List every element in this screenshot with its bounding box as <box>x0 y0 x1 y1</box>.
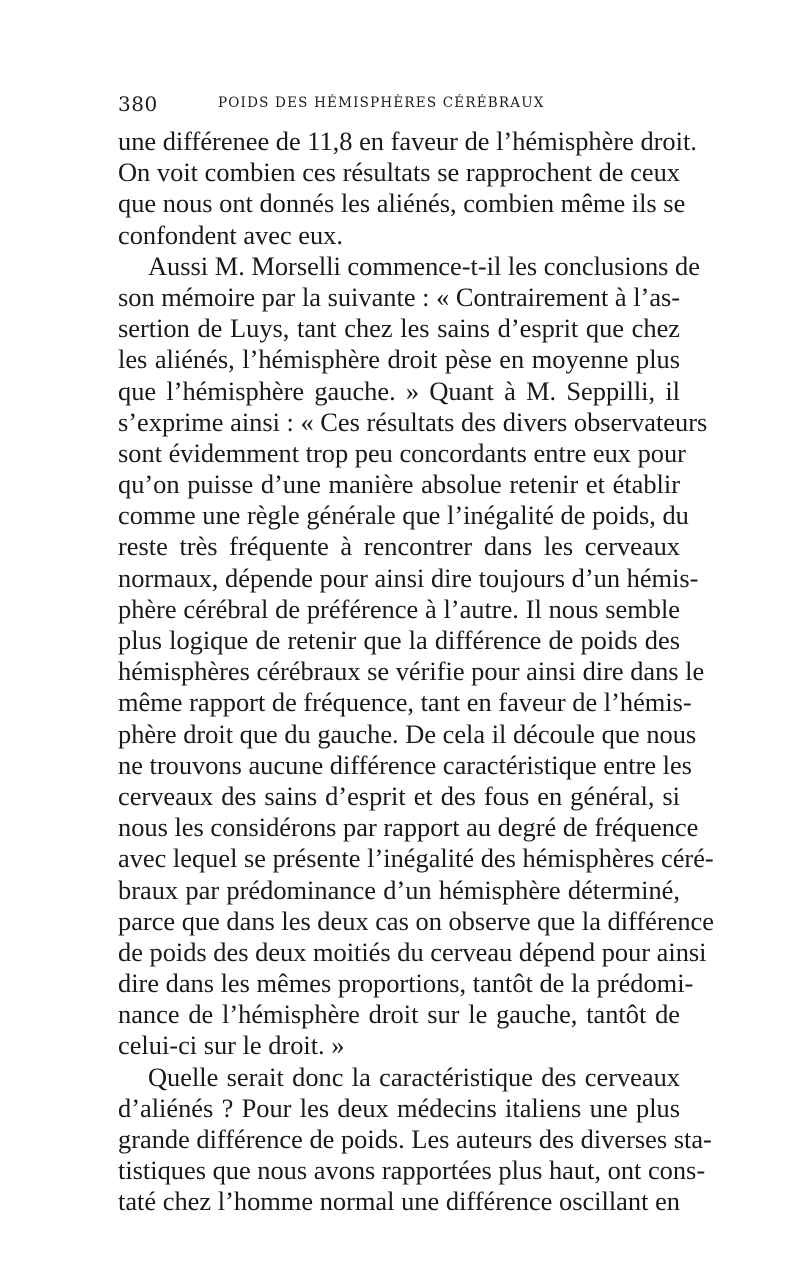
text-line: ne trouvons aucune différence caractéristique entre les <box>118 749 692 780</box>
text-line: de poids des deux moitiés du cerveau dépend pour ainsi <box>118 936 707 967</box>
text-line: taté chez l’homme normal une différence oscillant en <box>118 1186 680 1217</box>
text-line: même rapport de fréquence, tant en faveur de l’hémis- <box>118 687 692 718</box>
text-line: avec lequel se présente l’inégalité des hémisphères céré- <box>118 843 714 874</box>
text-line: sont évidemment trop peu concordants entre eux pour <box>118 437 686 468</box>
text-line: braux par prédominance d’un hémisphère déterminé, <box>118 874 680 905</box>
text-line: dire dans les mêmes proportions, tantôt de la prédomi- <box>118 968 694 999</box>
text-line: tistiques que nous avons rapportées plus haut, ont cons- <box>118 1155 706 1186</box>
text-line: phère droit que du gauche. De cela il découle que nous <box>118 718 697 749</box>
text-line: comme une règle générale que l’inégalité de poids, du <box>118 500 689 531</box>
paragraph <box>118 126 697 251</box>
text-line: confondent avec eux. <box>118 219 343 250</box>
paragraph <box>118 250 714 1062</box>
text-line: Aussi M. Morselli commence-t-il les conclusions de <box>148 250 700 281</box>
text-line: Quelle serait donc la caractéristique des cerveaux <box>148 1061 680 1092</box>
running-title: POIDS DES HÉMISPHÈRES CÉRÉBRAUX <box>218 95 545 111</box>
text-line: une différenee de 11,8 en faveur de l’hémisphère droit. <box>118 126 697 156</box>
text-line: sertion de Luys, tant chez les sains d’esprit que chez <box>118 313 680 344</box>
text-line: cerveaux des sains d’esprit et des fous en général, si <box>118 780 680 811</box>
text-line: nous les considérons par rapport au degré de fréquence <box>118 812 699 843</box>
text-line: normaux, dépende pour ainsi dire toujours d’un hémis- <box>118 562 699 593</box>
text-line: les aliénés, l’hémisphère droit pèse en moyenne plus <box>118 344 680 375</box>
text-line: On voit combien ces résultats se rapprochent de ceux <box>118 157 680 188</box>
text-line: celui-ci sur le droit. » <box>118 1030 345 1061</box>
text-line: grande différence de poids. Les auteurs des diverses sta- <box>118 1124 712 1154</box>
text-line: nance de l’hémisphère droit sur le gauche, tantôt de <box>118 999 680 1030</box>
text-line: s’exprime ainsi : « Ces résultats des divers observateurs <box>118 406 708 437</box>
text-line: plus logique de retenir que la différence de poids des <box>118 625 680 655</box>
text-line: que nous ont donnés les aliénés, combien même ils se <box>118 188 686 219</box>
paragraph <box>118 1061 712 1218</box>
text-line: hémisphères cérébraux se vérifie pour ainsi dire dans le <box>118 656 705 687</box>
text-line: d’aliénés ? Pour les deux médecins italiens une plus <box>118 1092 680 1123</box>
text-line: qu’on puisse d’une manière absolue retenir et établir <box>118 469 680 500</box>
text-line: son mémoire par la suivante : « Contrairement à l’as- <box>118 281 681 312</box>
text-line: parce que dans les deux cas on observe que la différence <box>118 905 714 936</box>
running-header <box>118 92 680 118</box>
text-line: reste très fréquente à rencontrer dans les cerveaux <box>118 531 680 562</box>
page-number: 380 <box>118 92 158 116</box>
body-text <box>118 126 714 1218</box>
text-line: que l’hémisphère gauche. » Quant à M. Seppilli, il <box>118 375 680 406</box>
text-line: phère cérébral de préférence à l’autre. Il nous semble <box>118 593 680 624</box>
